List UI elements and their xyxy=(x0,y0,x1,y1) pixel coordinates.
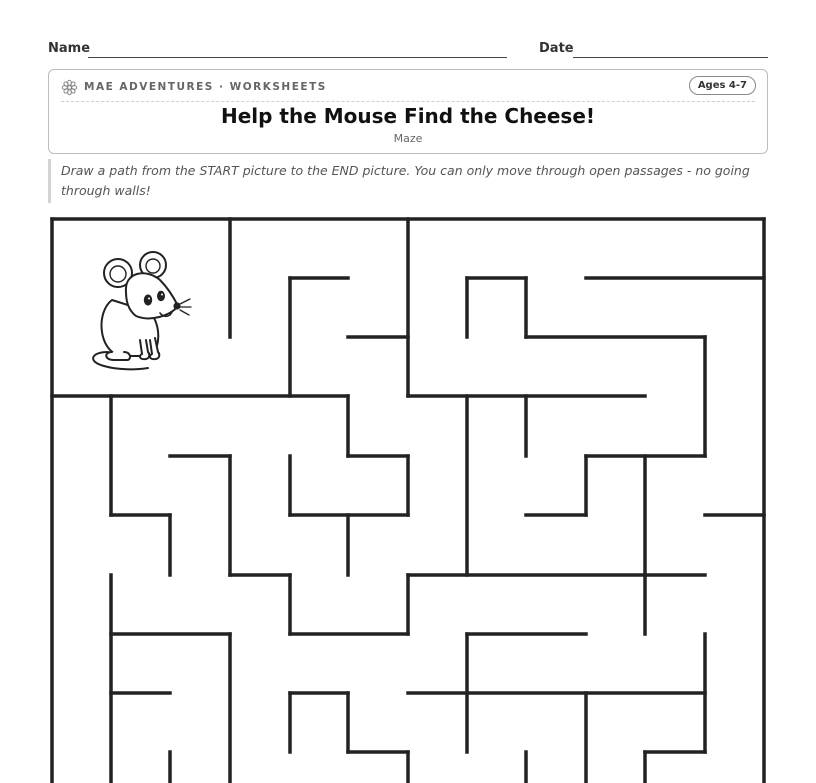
brand-text: MAE ADVENTURES · WORKSHEETS xyxy=(84,81,327,93)
mouse-icon xyxy=(93,252,191,369)
date-label: Date xyxy=(539,41,574,56)
ages-badge: Ages 4-7 xyxy=(689,76,756,95)
page-title: Help the Mouse Find the Cheese! xyxy=(220,104,596,128)
instructions: Draw a path from the START picture to the END picture. You can only move through open passages - no going through walls! xyxy=(48,159,768,203)
name-label: Name xyxy=(48,41,91,56)
page-subtitle: Maze xyxy=(393,132,423,145)
